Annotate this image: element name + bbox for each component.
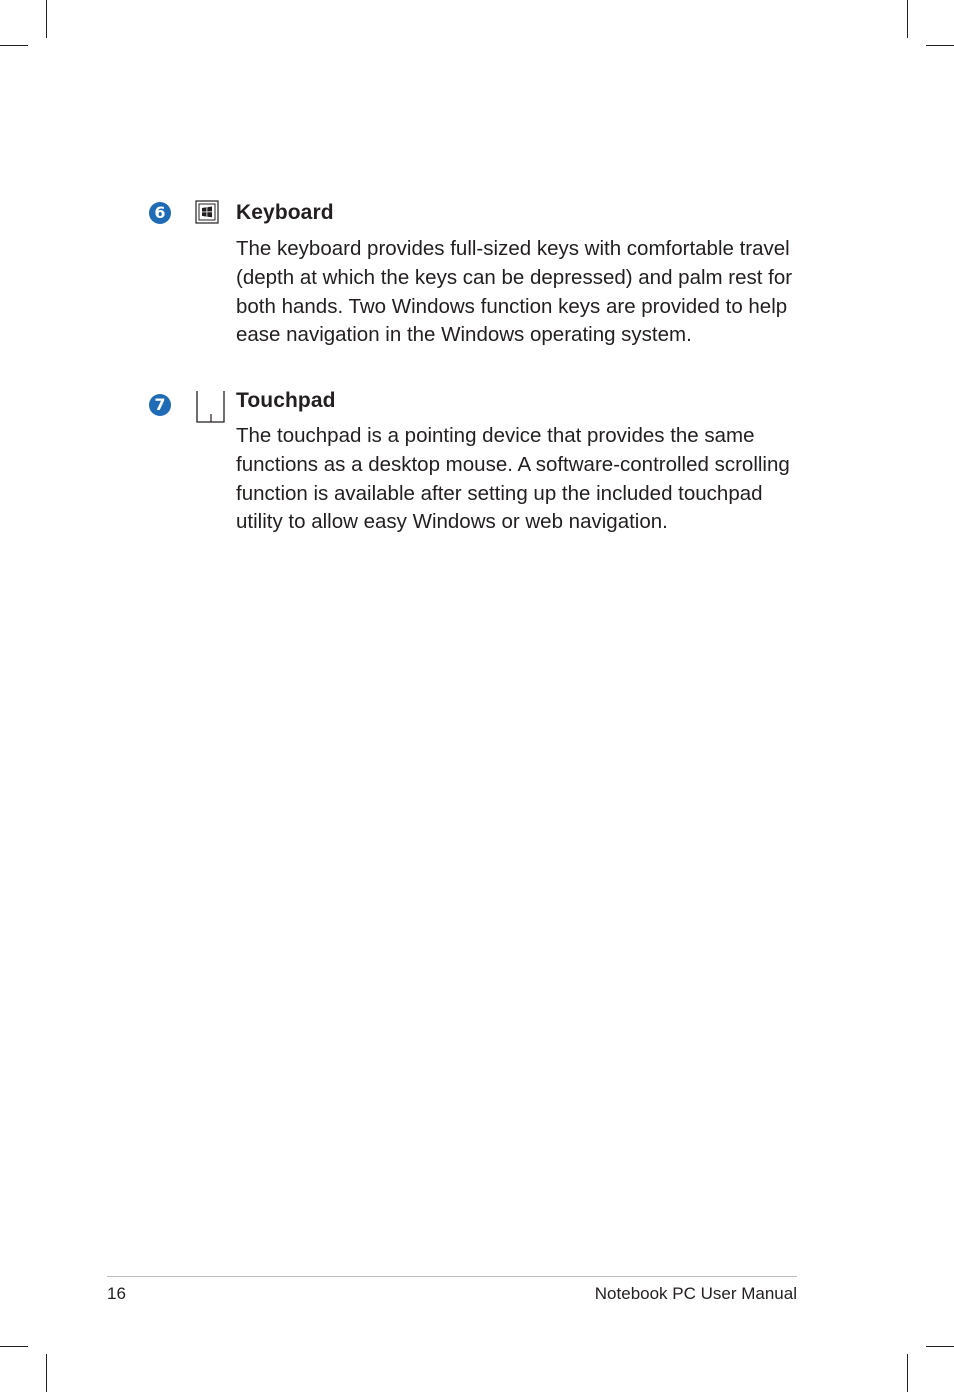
crop-mark-top-left-vertical: [46, 0, 47, 38]
item-description: The keyboard provides full-sized keys with comfortable travel (depth at which the keys can be depressed) and palm rest for both hands. Two Windows function keys are provided to help ease navigation in the Windows operating system.: [236, 237, 793, 347]
crop-mark-bottom-right-horizontal: [926, 1346, 954, 1347]
crop-mark-top-right-horizontal: [926, 45, 954, 46]
crop-mark-top-left-horizontal: [0, 45, 28, 46]
crop-mark-top-right-vertical: [907, 0, 908, 38]
crop-mark-bottom-left-horizontal: [0, 1346, 28, 1347]
footer-divider: [107, 1276, 797, 1277]
crop-mark-bottom-left-vertical: [46, 1354, 47, 1392]
item-number-badge: 7: [149, 394, 171, 416]
manual-title: Notebook PC User Manual: [594, 1284, 797, 1303]
item-title: Keyboard: [236, 201, 334, 224]
item-description: The touchpad is a pointing device that provides the same functions as a desktop mouse. A software-controlled scrolling function is available after setting up the included touchpad utility to allow easy Windows or web navigation.: [236, 424, 790, 534]
keyboard-windows-key-icon: [195, 200, 219, 229]
item-number-badge: 6: [149, 202, 171, 224]
touchpad-icon: [196, 390, 226, 429]
page-number: 16: [107, 1284, 126, 1303]
item-title: Touchpad: [236, 389, 336, 412]
crop-mark-bottom-right-vertical: [907, 1354, 908, 1392]
